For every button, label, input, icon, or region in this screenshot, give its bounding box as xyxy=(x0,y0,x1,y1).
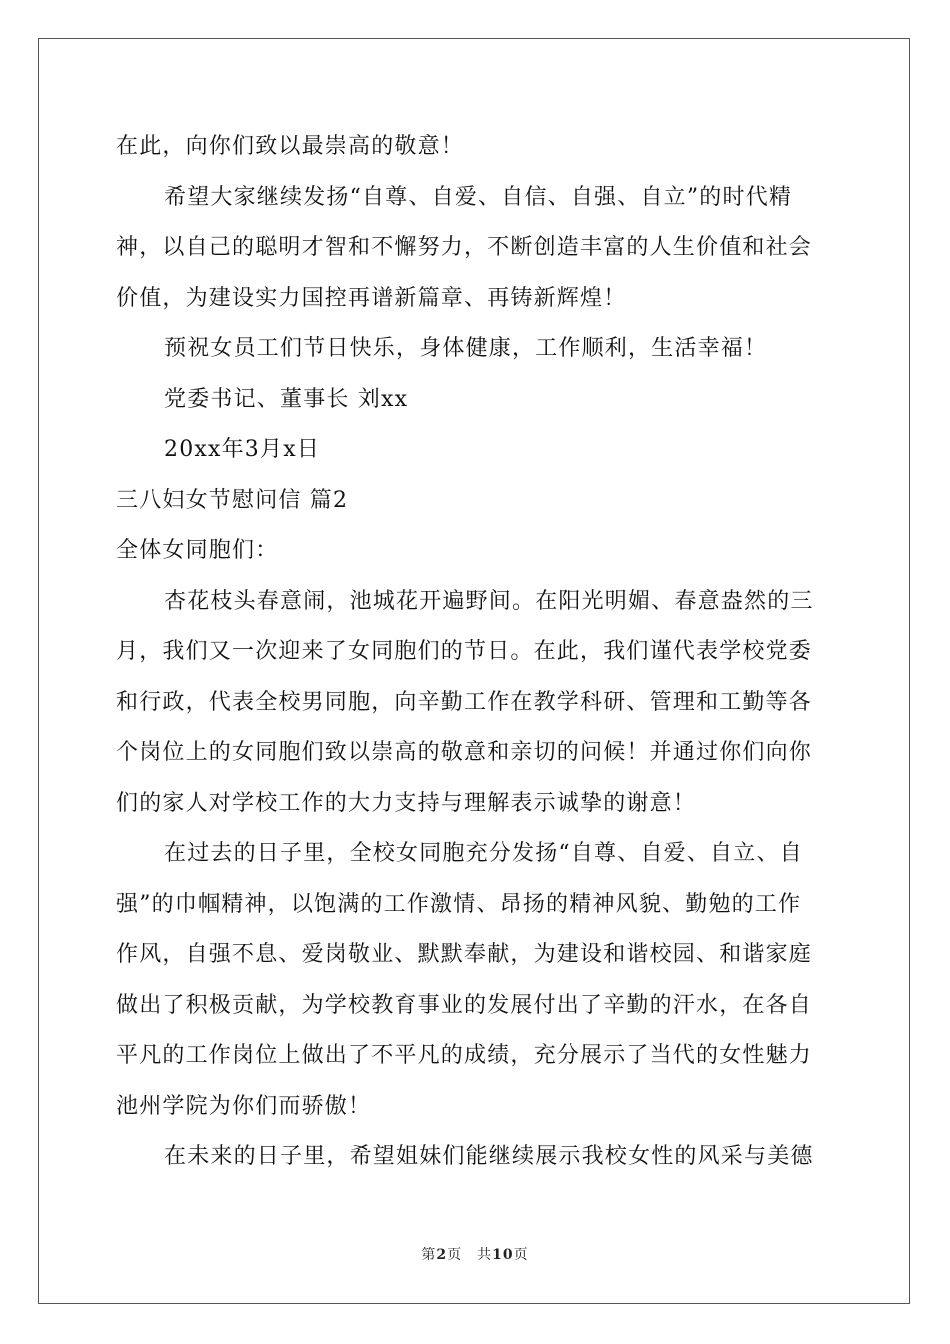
text-line: 神，以自己的聪明才智和不懈努力，不断创造丰富的人生价值和社会 xyxy=(116,235,813,260)
text-line: 强”的巾帼精神，以饱满的工作激情、昂扬的精神风貌、勤勉的工作 xyxy=(116,891,802,917)
text-line: 在过去的日子里，全校女同胞充分发扬“自尊、自爱、自立、自 xyxy=(164,841,803,866)
text-line: 个岗位上的女同胞们致以崇高的敬意和亲切的问候！并通过你们向你 xyxy=(116,740,813,765)
text-line: 在未来的日子里，希望姐妹们能继续展示我校女性的风采与美德 xyxy=(164,1144,814,1169)
text-line: 在此，向你们致以最崇高的敬意！ xyxy=(116,134,465,159)
text-line: 作风，自强不息、爱岗敬业、默默奉献，为建设和谐校园、和谐家庭 xyxy=(116,942,813,967)
text-line: 希望大家继续发扬“自尊、自爱、自信、自强、自立”的时代精 xyxy=(164,184,793,210)
document-body xyxy=(116,122,836,1183)
page-prefix: 第 xyxy=(421,1247,437,1263)
text-line: 三八妇女节慰问信 篇2 xyxy=(116,487,349,513)
text-line: 和行政，代表全校男同胞，向辛勤工作在教学科研、管理和工勤等各 xyxy=(116,689,813,715)
current-page-number: 2 xyxy=(436,1247,448,1263)
text-line: 杏花枝头春意闹，池城花开遍野间。在阳光明媚、春意盎然的三 xyxy=(164,588,814,614)
text-line: 价值，为建设实力国控再谱新篇章、再铸新辉煌！ xyxy=(116,285,627,311)
total-pages-number: 10 xyxy=(492,1247,514,1263)
text-line: 全体女同胞们： xyxy=(116,538,279,563)
text-line: 党委书记、董事长 刘xx xyxy=(164,386,409,412)
text-line: 做出了积极贡献，为学校教育事业的发展付出了辛勤的汗水，在各自 xyxy=(116,992,813,1018)
text-line: 月，我们又一次迎来了女同胞们的节日。在此，我们谨代表学校党委 xyxy=(116,639,813,664)
total-suffix: 页 xyxy=(513,1247,529,1263)
page-suffix: 页 共 xyxy=(447,1247,493,1263)
text-line: 平凡的工作岗位上做出了不平凡的成绩，充分展示了当代的女性魅力 xyxy=(116,1043,813,1068)
text-line: 们的家人对学校工作的大力支持与理解表示诚挚的谢意！ xyxy=(116,790,697,816)
text-line: 20xx年3月x日 xyxy=(164,437,321,462)
text-line: 预祝女员工们节日快乐，身体健康，工作顺利，生活幸福！ xyxy=(164,336,768,361)
text-line: 池州学院为你们而骄傲！ xyxy=(116,1093,372,1119)
page-footer xyxy=(0,1244,950,1264)
